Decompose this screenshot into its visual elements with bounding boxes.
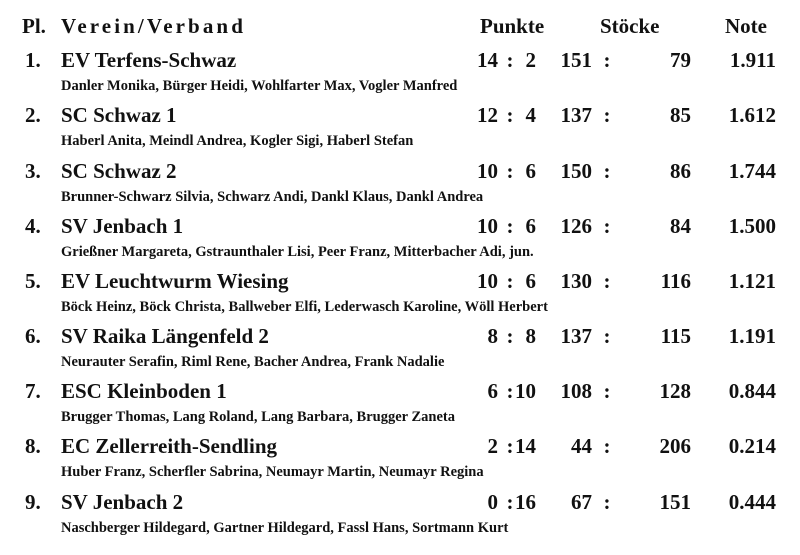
grade-value: 1.744 (728, 159, 776, 183)
team-name: SC Schwaz 2 (61, 159, 177, 183)
team-line (0, 322, 800, 350)
points-separator: : (506, 48, 514, 72)
table-row (0, 267, 800, 323)
points-separator: : (506, 103, 514, 127)
sticks-against: 115 (660, 324, 691, 348)
team-members: Haberl Anita, Meindl Andrea, Kogler Sigi, Haberl Stefan (61, 133, 414, 149)
table-row (0, 212, 800, 268)
team-members: Neurauter Serafin, Riml Rene, Bacher Andrea, Frank Nadalie (61, 354, 445, 370)
grade-value: 1.121 (728, 269, 776, 293)
team-line (0, 157, 800, 185)
sticks-separator: : (603, 214, 611, 238)
points-separator: : (506, 159, 514, 183)
points-for: 14 (477, 48, 498, 72)
grade-value: 1.911 (729, 48, 776, 72)
points-against: 8 (525, 324, 536, 348)
team-name: SV Raika Längenfeld 2 (61, 324, 269, 348)
place-number: 7. (25, 379, 41, 403)
team-name: SV Jenbach 2 (61, 490, 184, 514)
sticks-against: 84 (670, 214, 691, 238)
sticks-separator: : (603, 48, 611, 72)
points-against: 6 (525, 269, 536, 293)
points-against: 6 (525, 159, 536, 183)
sticks-against: 116 (660, 269, 691, 293)
sticks-for: 150 (560, 159, 592, 183)
sticks-separator: : (603, 159, 611, 183)
sticks-separator: : (603, 103, 611, 127)
grade-value: 0.844 (728, 379, 776, 403)
sticks-for: 108 (560, 379, 592, 403)
points-against: 14 (515, 434, 536, 458)
sticks-against: 206 (659, 434, 691, 458)
team-line (0, 377, 800, 405)
sticks-separator: : (603, 269, 611, 293)
points-separator: : (506, 324, 514, 348)
points-against: 16 (515, 490, 536, 514)
sticks-for: 126 (560, 214, 592, 238)
sticks-against: 86 (670, 159, 691, 183)
points-for: 10 (477, 159, 498, 183)
grade-value: 1.191 (728, 324, 776, 348)
place-number: 6. (25, 324, 41, 348)
points-for: 6 (487, 379, 498, 403)
points-for: 10 (477, 214, 498, 238)
team-line (0, 432, 800, 460)
team-name: SV Jenbach 1 (61, 214, 184, 238)
place-number: 3. (25, 159, 41, 183)
team-line (0, 212, 800, 240)
sticks-separator: : (603, 434, 611, 458)
team-line (0, 488, 800, 516)
table-row (0, 322, 800, 378)
table-row (0, 46, 800, 102)
sticks-for: 67 (571, 490, 592, 514)
sticks-against: 79 (670, 48, 691, 72)
place-number: 4. (25, 214, 41, 238)
team-members: Naschberger Hildegard, Gartner Hildegard, Fassl Hans, Sortmann Kurt (61, 520, 509, 536)
header-place: Pl. (22, 14, 46, 38)
team-name: EC Zellerreith-Sendling (61, 434, 278, 458)
header-points: Punkte (480, 14, 545, 38)
place-number: 9. (25, 490, 41, 514)
team-name: EV Terfens-Schwaz (61, 48, 237, 72)
points-separator: : (506, 269, 514, 293)
points-separator: : (506, 490, 514, 514)
sticks-against: 85 (670, 103, 691, 127)
team-name: ESC Kleinboden 1 (61, 379, 227, 403)
grade-value: 0.214 (728, 434, 776, 458)
points-separator: : (506, 379, 514, 403)
sticks-for: 151 (560, 48, 592, 72)
points-for: 0 (487, 490, 498, 514)
header-grade: Note (725, 14, 767, 38)
table-header (0, 14, 800, 44)
points-for: 10 (477, 269, 498, 293)
team-line (0, 267, 800, 295)
team-name: EV Leuchtwurm Wiesing (61, 269, 289, 293)
team-members: Huber Franz, Scherfler Sabrina, Neumayr Martin, Neumayr Regina (61, 464, 484, 480)
place-number: 8. (25, 434, 41, 458)
sticks-separator: : (603, 379, 611, 403)
points-separator: : (506, 434, 514, 458)
points-against: 6 (525, 214, 536, 238)
points-against: 2 (525, 48, 536, 72)
place-number: 2. (25, 103, 41, 127)
team-members: Böck Heinz, Böck Christa, Ballweber Elfi, Lederwasch Karoline, Wöll Herbert (61, 299, 548, 315)
header-club: Verein/Verband (61, 14, 246, 38)
sticks-for: 137 (560, 103, 592, 127)
table-row (0, 101, 800, 157)
table-row (0, 157, 800, 213)
points-against: 10 (515, 379, 536, 403)
sticks-for: 44 (571, 434, 592, 458)
points-for: 12 (477, 103, 498, 127)
points-for: 8 (487, 324, 498, 348)
sticks-against: 128 (659, 379, 691, 403)
sticks-for: 137 (560, 324, 592, 348)
sticks-for: 130 (560, 269, 592, 293)
place-number: 1. (25, 48, 41, 72)
table-row (0, 377, 800, 433)
grade-value: 0.444 (728, 490, 776, 514)
points-for: 2 (487, 434, 498, 458)
sticks-against: 151 (659, 490, 691, 514)
grade-value: 1.612 (728, 103, 776, 127)
team-line (0, 46, 800, 74)
place-number: 5. (25, 269, 41, 293)
table-row (0, 432, 800, 488)
team-members: Grießner Margareta, Gstraunthaler Lisi, Peer Franz, Mitterbacher Adi, jun. (61, 244, 534, 260)
team-name: SC Schwaz 1 (61, 103, 177, 127)
points-separator: : (506, 214, 514, 238)
sticks-separator: : (603, 490, 611, 514)
table-row (0, 488, 800, 544)
team-members: Brunner-Schwarz Silvia, Schwarz Andi, Dankl Klaus, Dankl Andrea (61, 189, 484, 205)
team-members: Brugger Thomas, Lang Roland, Lang Barbara, Brugger Zaneta (61, 409, 455, 425)
team-line (0, 101, 800, 129)
points-against: 4 (525, 103, 536, 127)
team-members: Danler Monika, Bürger Heidi, Wohlfarter Max, Vogler Manfred (61, 78, 458, 94)
sticks-separator: : (603, 324, 611, 348)
grade-value: 1.500 (728, 214, 776, 238)
header-sticks: Stöcke (600, 14, 660, 38)
